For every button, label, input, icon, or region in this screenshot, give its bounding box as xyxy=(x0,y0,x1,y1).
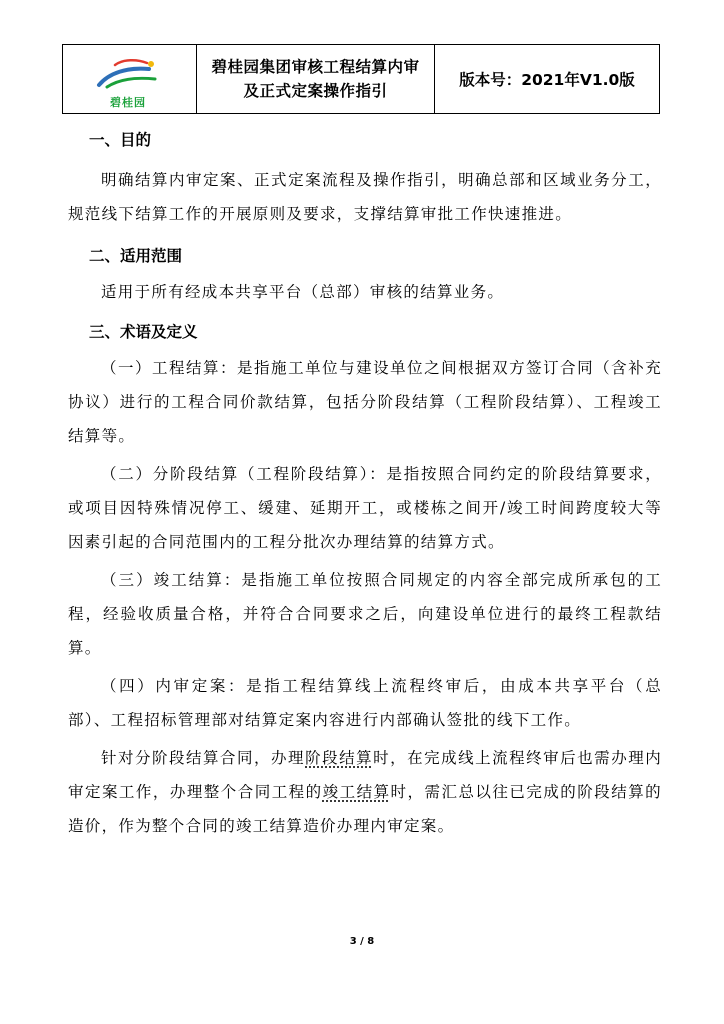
logo-text: 碧桂园 xyxy=(110,96,146,109)
section-heading-definitions: 三、术语及定义 xyxy=(89,323,198,341)
document-header xyxy=(62,44,660,114)
note-text-3: 时，需汇总以往已完成的阶段结算的造价，作为整个合同的竣工结算造价办理内审定案。 xyxy=(68,783,662,835)
document-title xyxy=(197,45,435,113)
definition-internal-audit: （四）内审定案：是指工程结算线上流程终审后，由成本共享平台（总部）、工程招标管理部对结算定案内容进行内部确认签批的线下工作。 xyxy=(68,677,662,729)
title-line-2: 及正式定案操作指引 xyxy=(243,82,388,100)
scope-paragraph: 适用于所有经成本共享平台（总部）审核的结算业务。 xyxy=(101,283,505,301)
note-term-completion-settlement: 竣工结算 xyxy=(322,783,391,801)
version-label: 版本号：2021年V1.0版 xyxy=(459,71,635,89)
definition-stage-settlement: （二）分阶段结算（工程阶段结算）：是指按照合同约定的阶段结算要求，或项目因特殊情况停工、缓建、延期开工，或楼栋之间开/竣工时间跨度较大等因素引起的合同范围内的工程分批次办理结算的结算方式。 xyxy=(68,465,662,551)
note-text-2: 时，在完成线上流程终审后也需办理内审定案工作，办理整个合同工程的 xyxy=(68,749,662,801)
definition-completion-settlement: （三）竣工结算：是指施工单位按照合同规定的内容全部完成所承包的工程，经验收质量合格，并符合合同要求之后，向建设单位进行的最终工程款结算。 xyxy=(68,571,662,657)
logo-cell xyxy=(63,45,197,113)
title-line-1: 碧桂园集团审核工程结算内审 xyxy=(211,58,420,76)
note-term-stage-settlement: 阶段结算 xyxy=(305,749,374,767)
definition-project-settlement: （一）工程结算：是指施工单位与建设单位之间根据双方签订合同（含补充协议）进行的工程合同价款结算，包括分阶段结算（工程阶段结算）、工程竣工结算等。 xyxy=(68,359,662,445)
purpose-paragraph: 明确结算内审定案、正式定案流程及操作指引，明确总部和区域业务分工，规范线下结算工作的开展原则及要求，支撑结算审批工作快速推进。 xyxy=(68,171,662,223)
company-logo-icon xyxy=(93,55,165,95)
note-text-1: 针对分阶段结算合同，办理 xyxy=(101,749,306,767)
stage-settlement-note xyxy=(68,741,662,843)
section-heading-scope: 二、适用范围 xyxy=(89,247,183,265)
section-heading-purpose: 一、目的 xyxy=(89,131,152,149)
document-body xyxy=(68,122,662,843)
page-number: 3 / 8 xyxy=(349,936,375,947)
